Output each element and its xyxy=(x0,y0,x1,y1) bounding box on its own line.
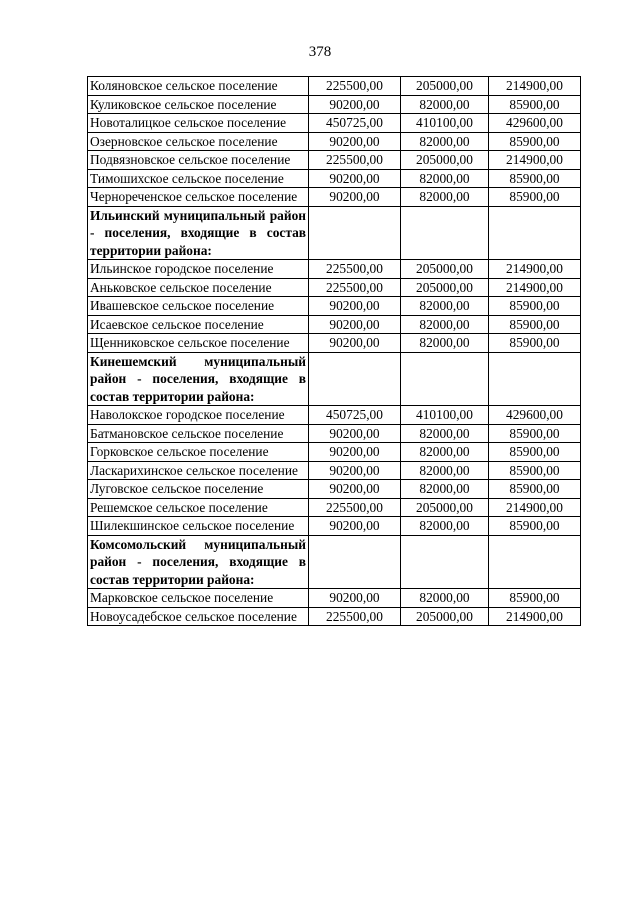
amount-cell: 90200,00 xyxy=(309,480,401,499)
amount-cell: 90200,00 xyxy=(309,132,401,151)
settlement-name: Куликовское сельское поселение xyxy=(88,95,309,114)
amount-cell: 85900,00 xyxy=(489,132,581,151)
amount-cell: 410100,00 xyxy=(401,406,489,425)
table-row xyxy=(88,498,581,517)
amount-cell: 205000,00 xyxy=(401,278,489,297)
settlement-name: Батмановское сельское поселение xyxy=(88,424,309,443)
amount-cell: 82000,00 xyxy=(401,132,489,151)
amount-cell: 450725,00 xyxy=(309,114,401,133)
settlement-name: Исаевское сельское поселение xyxy=(88,315,309,334)
table-body xyxy=(88,77,581,626)
table-row xyxy=(88,406,581,425)
amount-cell: 85900,00 xyxy=(489,517,581,536)
amount-cell xyxy=(401,352,489,406)
amount-cell: 90200,00 xyxy=(309,297,401,316)
amount-cell: 90200,00 xyxy=(309,188,401,207)
table-row xyxy=(88,443,581,462)
amount-cell: 90200,00 xyxy=(309,424,401,443)
table-row xyxy=(88,461,581,480)
amount-cell: 82000,00 xyxy=(401,461,489,480)
settlement-name: Щенниковское сельское поселение xyxy=(88,334,309,353)
settlement-name: Решемское сельское поселение xyxy=(88,498,309,517)
amount-cell: 85900,00 xyxy=(489,443,581,462)
settlement-name: Луговское сельское поселение xyxy=(88,480,309,499)
amount-cell: 82000,00 xyxy=(401,297,489,316)
settlement-name: Горковское сельское поселение xyxy=(88,443,309,462)
amount-cell: 225500,00 xyxy=(309,278,401,297)
table-row xyxy=(88,169,581,188)
amount-cell: 85900,00 xyxy=(489,188,581,207)
amount-cell: 214900,00 xyxy=(489,260,581,279)
table-row xyxy=(88,315,581,334)
settlements-allocation-table xyxy=(87,76,581,626)
settlement-name: Озерновское сельское поселение xyxy=(88,132,309,151)
amount-cell: 82000,00 xyxy=(401,443,489,462)
amount-cell xyxy=(401,535,489,589)
amount-cell: 85900,00 xyxy=(489,169,581,188)
table-row xyxy=(88,132,581,151)
amount-cell: 450725,00 xyxy=(309,406,401,425)
district-heading-row xyxy=(88,206,581,260)
amount-cell: 205000,00 xyxy=(401,77,489,96)
table-row xyxy=(88,114,581,133)
district-heading: Комсомольский муниципальный район - поселения, входящие в состав территории района: xyxy=(88,535,309,589)
table-row xyxy=(88,480,581,499)
amount-cell: 214900,00 xyxy=(489,77,581,96)
amount-cell: 90200,00 xyxy=(309,443,401,462)
amount-cell: 82000,00 xyxy=(401,169,489,188)
amount-cell: 225500,00 xyxy=(309,77,401,96)
amount-cell: 82000,00 xyxy=(401,188,489,207)
table-row xyxy=(88,95,581,114)
district-heading: Кинешемский муниципальный район - поселения, входящие в состав территории района: xyxy=(88,352,309,406)
amount-cell: 205000,00 xyxy=(401,607,489,626)
settlement-name: Новоусадебское сельское поселение xyxy=(88,607,309,626)
amount-cell xyxy=(309,206,401,260)
settlement-name: Ильинское городское поселение xyxy=(88,260,309,279)
amount-cell: 225500,00 xyxy=(309,260,401,279)
page-number: 378 xyxy=(308,44,332,60)
amount-cell: 82000,00 xyxy=(401,480,489,499)
amount-cell: 85900,00 xyxy=(489,95,581,114)
table-row xyxy=(88,334,581,353)
amount-cell xyxy=(309,535,401,589)
settlement-name: Наволокское городское поселение xyxy=(88,406,309,425)
amount-cell: 225500,00 xyxy=(309,151,401,170)
table-row xyxy=(88,278,581,297)
table-row xyxy=(88,517,581,536)
amount-cell: 85900,00 xyxy=(489,315,581,334)
amount-cell: 90200,00 xyxy=(309,169,401,188)
amount-cell: 82000,00 xyxy=(401,424,489,443)
district-heading-row xyxy=(88,535,581,589)
amount-cell: 82000,00 xyxy=(401,517,489,536)
amount-cell: 214900,00 xyxy=(489,498,581,517)
amount-cell: 90200,00 xyxy=(309,517,401,536)
table-row xyxy=(88,297,581,316)
settlement-name: Ивашевское сельское поселение xyxy=(88,297,309,316)
table-row xyxy=(88,77,581,96)
amount-cell: 214900,00 xyxy=(489,151,581,170)
amount-cell: 205000,00 xyxy=(401,260,489,279)
settlement-name: Аньковское сельское поселение xyxy=(88,278,309,297)
amount-cell: 85900,00 xyxy=(489,589,581,608)
amount-cell: 225500,00 xyxy=(309,498,401,517)
settlement-name: Ласкарихинское сельское поселение xyxy=(88,461,309,480)
table-row xyxy=(88,607,581,626)
amount-cell: 90200,00 xyxy=(309,334,401,353)
amount-cell xyxy=(309,352,401,406)
amount-cell: 214900,00 xyxy=(489,607,581,626)
amount-cell: 82000,00 xyxy=(401,334,489,353)
amount-cell: 85900,00 xyxy=(489,334,581,353)
amount-cell: 205000,00 xyxy=(401,498,489,517)
amount-cell: 90200,00 xyxy=(309,461,401,480)
amount-cell: 214900,00 xyxy=(489,278,581,297)
table-row xyxy=(88,260,581,279)
amount-cell: 429600,00 xyxy=(489,406,581,425)
amount-cell: 85900,00 xyxy=(489,480,581,499)
amount-cell: 410100,00 xyxy=(401,114,489,133)
amount-cell: 429600,00 xyxy=(489,114,581,133)
settlement-name: Шилекшинское сельское поселение xyxy=(88,517,309,536)
amount-cell: 82000,00 xyxy=(401,315,489,334)
amount-cell: 90200,00 xyxy=(309,589,401,608)
amount-cell xyxy=(489,352,581,406)
settlement-name: Новоталицкое сельское поселение xyxy=(88,114,309,133)
amount-cell xyxy=(489,535,581,589)
district-heading-row xyxy=(88,352,581,406)
settlement-name: Коляновское сельское поселение xyxy=(88,77,309,96)
amount-cell xyxy=(401,206,489,260)
amount-cell xyxy=(489,206,581,260)
table-row xyxy=(88,424,581,443)
amount-cell: 205000,00 xyxy=(401,151,489,170)
district-heading: Ильинский муниципальный район - поселения, входящие в состав территории района: xyxy=(88,206,309,260)
amount-cell: 90200,00 xyxy=(309,95,401,114)
amount-cell: 90200,00 xyxy=(309,315,401,334)
settlement-name: Подвязновское сельское поселение xyxy=(88,151,309,170)
settlement-name: Марковское сельское поселение xyxy=(88,589,309,608)
amount-cell: 85900,00 xyxy=(489,461,581,480)
amount-cell: 225500,00 xyxy=(309,607,401,626)
table-row xyxy=(88,151,581,170)
amount-cell: 82000,00 xyxy=(401,589,489,608)
table-row xyxy=(88,188,581,207)
amount-cell: 85900,00 xyxy=(489,424,581,443)
table-row xyxy=(88,589,581,608)
settlement-name: Чернореченское сельское поселение xyxy=(88,188,309,207)
settlement-name: Тимошихское сельское поселение xyxy=(88,169,309,188)
amount-cell: 82000,00 xyxy=(401,95,489,114)
amount-cell: 85900,00 xyxy=(489,297,581,316)
